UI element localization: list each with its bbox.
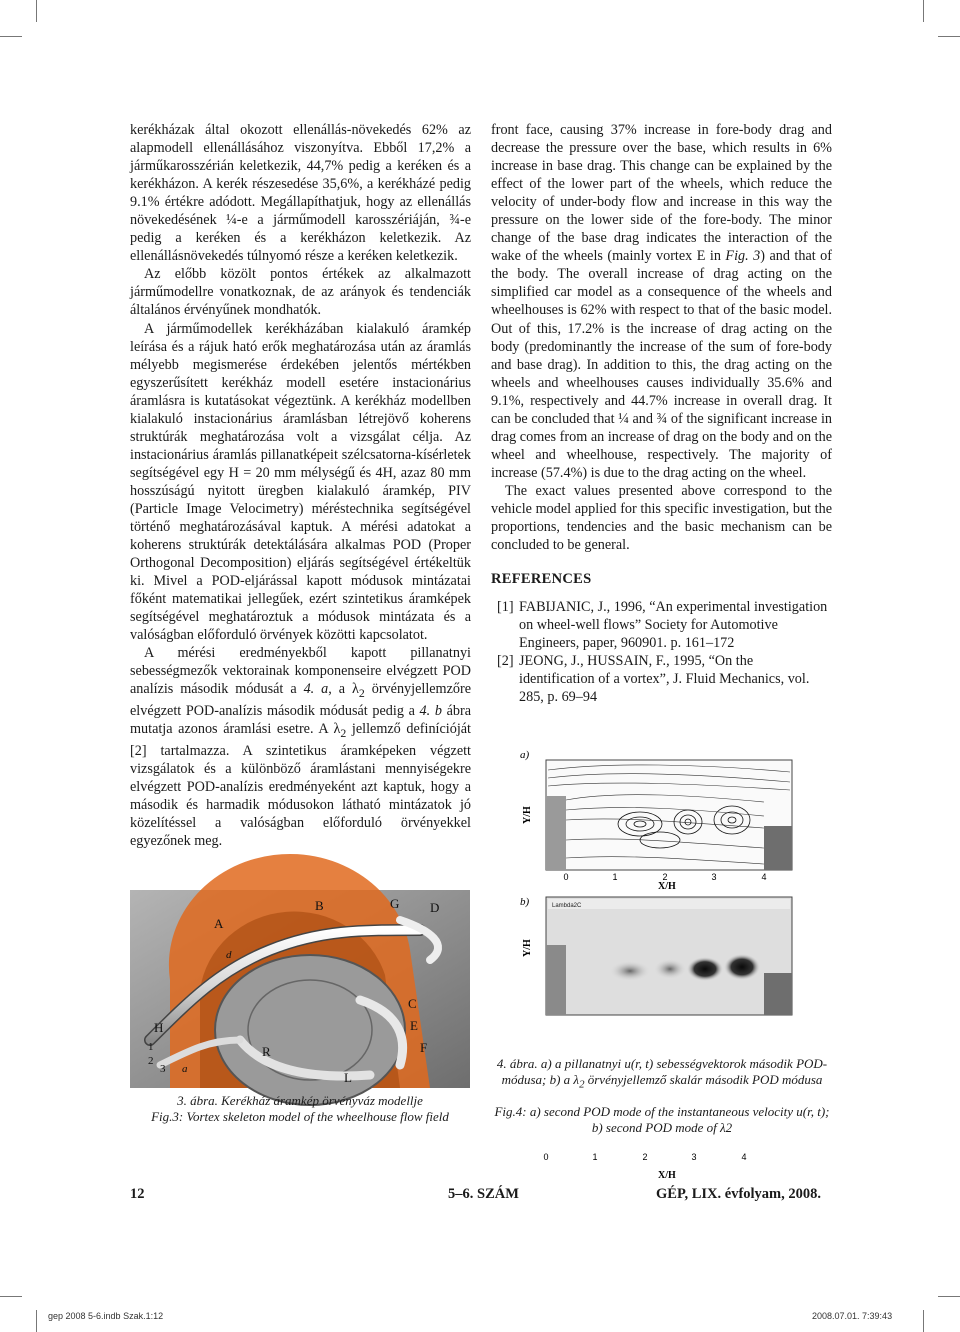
label-h: H [154,1020,164,1035]
plot-area [546,897,792,1015]
x-tick: 0 [543,1152,549,1162]
right-column [491,121,832,706]
label-2: 2 [148,1055,154,1067]
crop-mark [923,1310,924,1332]
figure-ref: 4. a [303,681,329,698]
figure-3-caption-hu: 3. ábra. Kerékház áramkép örvényváz modellje [177,1093,423,1108]
label-g: G [390,896,400,911]
crop-mark [938,1296,960,1297]
x-tick: 4 [741,1152,747,1162]
x-tick: 3 [691,1152,697,1162]
reference-item: [2] JEONG, J., HUSSAIN, F., 1995, “On the identification of a vortex”, J. Fluid Mechanics, vol. 285, p. 69–94 [497,653,810,706]
figure-4-caption-en: Fig.4: a) second POD mode of the instantaneous velocity u(r, t); b) second POD mode of λ2 [494,1104,830,1135]
wheel [215,955,405,1105]
slug-date: 2008.07.01. 7:39:43 [812,1311,893,1321]
paragraph: A járműmodellek kerékházában kialakuló áramkép leírása és a rájuk ható erők meghatározása után az áramlás mélyebb megismerése érdekében jelentős mértékben egyszerűsített kerékház modell esetére instacionárius áramlásra is kutatásokat végeztünk. A kerékház modellben kialakuló instacionárius áramlásban létrejövő koherens struktúrák meghatározása volt a vizsgálat célja. Az instacionárius áramlás pillanatképeit szélcsatorna-kísérletek segítségével egy H = 20 mm mélységű és 4H, azaz 80 mm hosszúságú nyitott üregben kialakuló áramkép, PIV (Particle Image Velocimetry) méréstechnika segítségével történő meghatározásával kaptuk. A mérési adatokat a koherens struktúrák detektálására alkalmas POD (Proper Orthogonal Decomposition) eljárás segítségével értékeltük ki. Mivel a POD-eljárással kapott módusok mintázatai főként matematikai jellegűek, ezért szintetikus áramképek segítségével meghatároztuk a módusok mintázata és a valóságban előforduló örvények közötti kapcsolatot. [130,320,471,644]
crop-mark [938,36,960,37]
paragraph: front face, causing 37% increase in fore-body drag and decrease the pressure over the base, which results in 6% increase in base drag. This change can be explained by the effect of the lower part of the wheels, which reduce the velocity of under-body flow and increase in this way the pressure on the lower side of the fore-body. The minor change of the base drag indicates the interaction of the wake of the wheels (mainly vortex E in Fig. 3) and that of the body. The overall increase of drag acting on the simplified car model as a consequence of the wheels and wheelhouses is 62% with respect to that of the basic model. Out of this, 17.2% is the increase of drag acting on the body (predominantly the increase of the sum of fore-body and base drag). In addition to this, the drag acting on the wheels and wheelhouses causes individually 35.6% and 9.1%, respectively and 44.7% increase in overall drag. It can be concluded that ¼ and ¾ of the significant increase in drag comes from an increase of drag on the body and on the wheel and wheelhouse, respectively. The majority of increase (57.4%) is due to the drag acting on the wheel. [491,122,832,481]
step-left [546,945,566,1015]
label-a-lower: a [182,1063,188,1075]
y-axis-label: Y/H [522,806,533,824]
journal-name: GÉP, LIX. évfolyam, 2008. [656,1186,822,1202]
paragraph: A mérési eredményekből kapott pillanatnyi sebességmezők vektorainak komponenseire elvégzett POD analízis második módusát a 4. a, a $\lambda_2$ örvényjellemzőre elvégzett POD-analízis második módusát pedig a 4. b ábra mutatja azonos áramlási esetre. A $\lambda_2$ jellemző definícióját [2] tartalmazza. A szintetikus áramképeken végzett vizsgálatok és a különböző áramlástani mennyiségekre elvégzett POD-analízis eredményeként azt kaptuk, hogy a második és harmadik módusokon látható mintázatok jó közelítéssel a valóságban előforduló örvényekkel egyezőnek meg. [130,645,472,850]
references-heading: REFERENCES [491,571,592,588]
x-axis-label: X/H [658,1170,676,1181]
label-1: 1 [148,1041,154,1053]
y-axis-label: Y/H [522,939,533,957]
lambda2-blob [610,961,650,981]
panel-b-label: b) [520,896,530,908]
label-c: C [408,996,417,1011]
left-column [130,121,471,851]
page-number: 12 [130,1186,145,1202]
x-tick: 1 [612,872,618,882]
figure-4a-plot [520,740,832,890]
label-e: E [410,1018,418,1033]
x-tick: 1 [592,1152,598,1162]
lambda2-blob [724,954,760,980]
crop-mark [36,1310,37,1332]
figure-ref: 4. b [419,703,442,720]
panel-a-label: a) [520,749,530,761]
legend-text: Lambda2C [552,903,582,909]
slug-file: gep 2008 5-6.indb Szak.1:12 [48,1311,164,1321]
crop-mark [0,36,22,37]
legend-bar [548,899,790,909]
label-d: d [226,949,232,961]
lambda2-blob [654,959,686,979]
figure-3-caption-en: Fig.3: Vortex skeleton model of the wheelhouse flow field [151,1109,449,1124]
figure-4b-axis [543,1150,792,1184]
label-r: R [262,1044,271,1059]
x-tick: 2 [662,872,668,882]
x-axis [543,1150,792,1184]
x-tick: 0 [563,872,569,882]
step-right [764,826,792,870]
x-axis-label: X/H [658,881,676,892]
lambda2-pod-mode-plot [520,893,832,1025]
label-l: L [344,1070,352,1085]
label-a: A [214,916,224,931]
crop-mark [0,1296,22,1297]
x-tick: 4 [761,872,767,882]
figure-ref: Fig. 3 [725,248,761,265]
paragraph: kerékházak által okozott ellenállás-növekedés 62% az alapmodell ellenállásához viszonyítva. Ebből 17,2% a járműkarosszérián keletkezik, 44,7% pedig a keréken és a kerékházon. A kerék részesedése 35,6%, a kerékházé pedig 9.1% értékre adódott. Megállapíthatjuk, hogy az ellenállás növekedésének ¼-e a járműmodell karosszériáján, ¾-e pedig a keréken és a kerékházon keletkezik. Az ellenállásnövekedés túlnyomó része a keréken keletkezik. [130,122,471,265]
label-d-upper: D [430,900,440,915]
step-right [764,973,792,1015]
x-tick: 2 [642,1152,648,1162]
lambda2-blob [687,957,723,981]
label-b: B [315,898,324,913]
paragraph: Az előbb közölt pontos értékek az alkalmazott járműmodellre vonatkoznak, de az arányok és tendenciák általános érvényűnek mondhatók. [130,266,471,319]
label-3: 3 [160,1063,166,1075]
x-tick: 3 [711,872,717,882]
velocity-pod-mode-plot [520,740,832,890]
vortex-skeleton-diagram [130,890,470,1088]
issue-number: 5–6. SZÁM [448,1186,519,1202]
step-left [546,796,566,870]
label-f: F [420,1040,428,1055]
figure-4-caption-hu: 4. ábra. a) a pillanatnyi u(r, t) sebességvektorok második POD-módusa; b) a $\lambda_2$ örvényjellemző skalár második POD módusa [496,1056,828,1091]
reference-item: [1] FABIJANIC, J., 1996, “An experimental investigation on wheel-well flows” Society for Automotive Engineers, paper, 960901. p. 161–172 [497,599,828,652]
crop-mark [36,0,37,22]
figure-4b-plot [520,893,832,1025]
paragraph: The exact values presented above correspond to the vehicle model applied for this specific investigation, but the proportions, tendencies and the basic mechanism can be concluded to be general. [491,482,832,554]
crop-mark [923,0,924,22]
figure-3-image [130,890,470,1088]
